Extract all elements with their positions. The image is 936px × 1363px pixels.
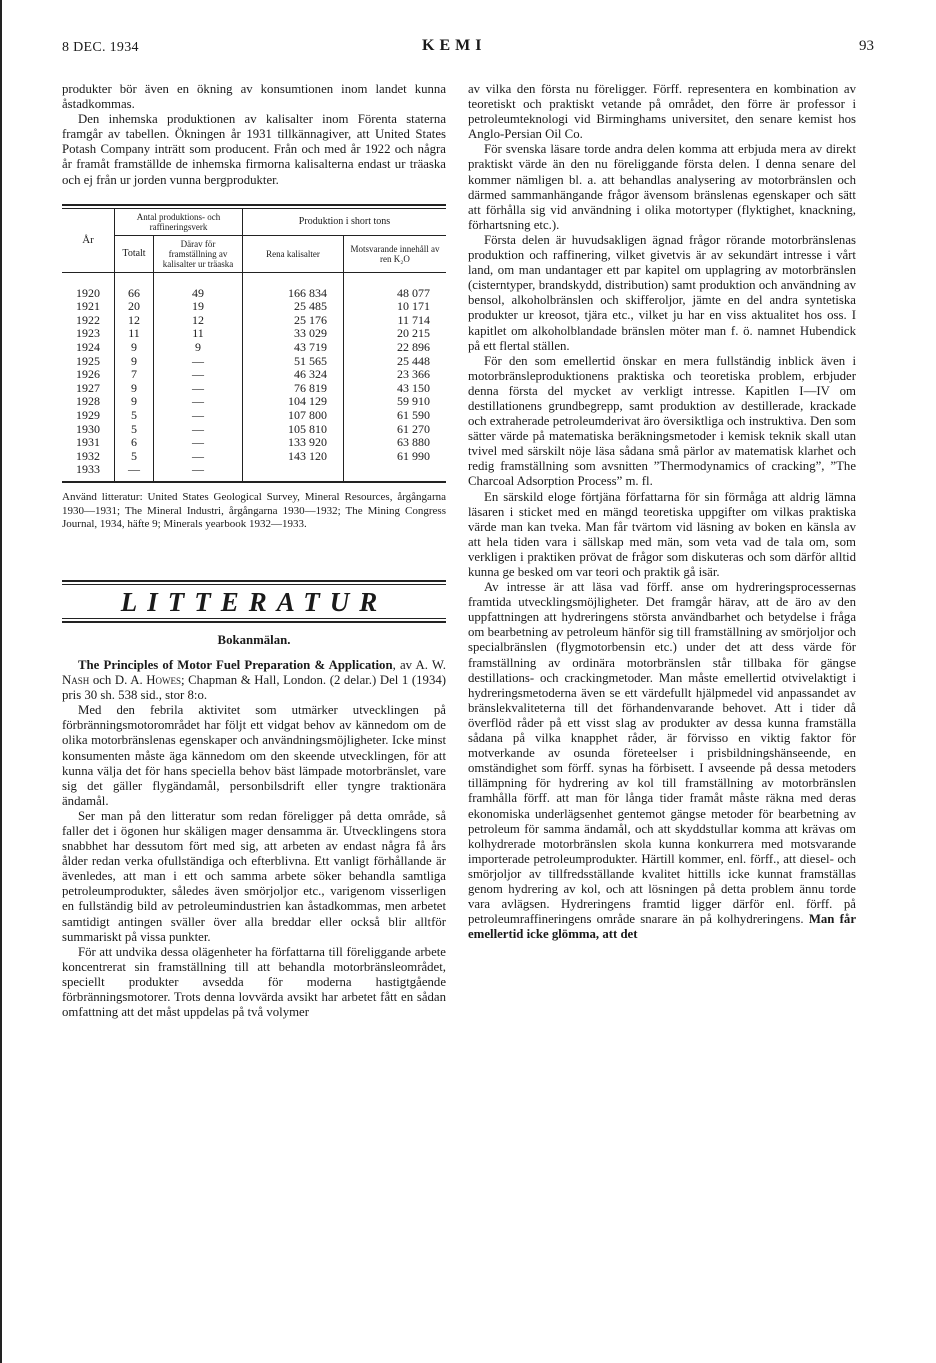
cell-wood: —: [154, 463, 243, 481]
table-row: [62, 395, 446, 409]
cell-year: 1930: [76, 421, 100, 436]
table-row: [62, 423, 446, 437]
cell-wood: —: [154, 409, 243, 423]
cell-pure: 43 719: [243, 341, 344, 355]
cell-k2o: [344, 463, 447, 481]
paragraph: Den inhemska produktionen av kalisalter inom Förenta staterna framgår av tabellen. Ökningen år 1931 tillkännagiver, att United States Potash Company inträtt som producent. Från och med år 1922 och några år framåt framställde de inhemska firmorna kalisalterna endast ur träaska och ej från ur jorden vunna bergprodukter.: [62, 112, 446, 187]
cell-total: 12: [115, 314, 154, 328]
cell-pure: 76 819: [243, 382, 344, 396]
paragraph: produkter bör även en ökning av konsumtionen inom landet kunna åstadkommas.: [62, 82, 446, 112]
cell-total: 9: [115, 382, 154, 396]
cell-total: 9: [115, 355, 154, 369]
cell-year: 1932: [76, 448, 100, 463]
cell-year: 1931: [76, 435, 100, 450]
citation-details: ; Chapman & Hall, London. (2 delar.) Del 1 (1934) pris 30 sh. 538 sid., stor 8:o.: [62, 673, 446, 703]
table-row: [62, 436, 446, 450]
right-column: [468, 82, 856, 942]
cell-wood: 19: [154, 300, 243, 314]
paragraph-text: Av intresse är att läsa vad förff. anse om hydreringsprocessernas framtida utvecklingsmöjligheter. Det framgår härav, att de äro av den uppfattningen att hydreringens största användbarhet och betydelse i fråga om bearbetning av petroleum hänför sig till framställning av smörjoljor och specialbränslen (flygmotorbensin etc.) under det att dess värde för framställning av ordinära motorbränslen står tillbaka för gängse destillations- och crackingmetoder. Man måste emellertid otvivelaktigt i hydreringsmetoderna även se ett värdefullt hjälpmedel vid anpassandet av bränslekvaliteterna till det förhandenvarande behovet. Att i tider då överflöd råder på ett visst slag av produkter av dessa kunna framställa sådana på vilka knapphet råder, är förvisso en viktig faktor för motverkande av osunda företeelser i prisbildningshänseende, en omständighet som förff. synas ha förbisett. I avseende på dessa metoders tillämpning för hydrering av kol till framställning av motorbränslen framhålla förff. att man för långa tider framåt måste räkna med deras ekonomiska underlägsenhet gentemot gängse metoder för bearbetning av petroleum för samma ändamål, och att skyddstullar komma att krävas om kolhydrerade motorbränslen skola kunna konkurrera med motsvarande importerade petroleumprodukter. Härtill kommer, enl. förff., att diesel- och smörjoljor av tillfredsställande kvalitet hittills icke kunnat framställas genom hydrering av kol, och att lösningen på detta problem ännu torde vara avlägsen. Hydreringens framtid ligger därför enl. förff. på petroleumraffineringens område snarare än på kolhydreringens.: [468, 580, 856, 927]
cell-wood: 12: [154, 314, 243, 328]
cell-year: 1928: [76, 394, 100, 409]
citation-by: , av A. W.: [392, 657, 447, 672]
author-name: Howes: [146, 673, 181, 688]
book-title: The Principles of Motor Fuel Preparation & Application: [78, 657, 393, 672]
cell-total: 5: [115, 409, 154, 423]
cell-wood: —: [154, 368, 243, 382]
subsection-title: Bokanmälan.: [217, 632, 291, 647]
cell-year: 1923: [76, 326, 100, 341]
col-total-header: Totalt: [115, 235, 154, 272]
cell-k2o: 22 896: [344, 341, 447, 355]
cell-k2o: 61 990: [344, 450, 447, 464]
cell-year: 1925: [76, 353, 100, 368]
cell-total: 20: [115, 300, 154, 314]
paragraph: För den som emellertid önskar en mera fullständig inblick även i motorbränsleproduktionens praktiska och teoretiska problem, erbjuder denna första del mycket av verkligt intresse. Kapitlen I—IV om destillationens grundbegrepp, samt produktion av destillerade, krackade och extraherade petroleumderivat äro översiktliga och instruktiva. Den som sätter värde på matematiska beräkningsmetoder i kemisk teknik skall utan tvivel med särskilt nöje läsa sådana små pärlor av matematisk klarhet och redig framställning som avsnitten ”Thermodynamics of cracking”, ”The Charcoal Adsorption Process” m. fl.: [468, 353, 856, 489]
paragraph: Första delen är huvudsakligen ägnad frågor rörande motorbränslenas produktion och raffinering, vilket givetvis är av sekundärt intresse i vårt land, om man undantager ett par kapitel om upplagring av motorbränslen (cisterntyper, brandskydd, distribution) samt produktion och användning av bensol, alkoholbränslen och skifferoljor, jämte en del andra syntetiska produkter ur kreosot, tjära etc., vilket ju har en viss aktualitet hos oss. I kapitlet om alkoholblandade bränslen möter man f. ö. namnet Hubendick på ett flertal ställen.: [468, 232, 856, 353]
cell-total: 9: [115, 395, 154, 409]
cell-wood: —: [154, 382, 243, 396]
paragraph: [468, 580, 856, 942]
cell-year: 1929: [76, 408, 100, 422]
col-pure-header: Rena kalisalter: [243, 235, 344, 272]
cell-wood: —: [154, 355, 243, 369]
cell-pure: 46 324: [243, 368, 344, 382]
cell-wood: —: [154, 395, 243, 409]
table-row: [62, 463, 446, 481]
cell-pure: 51 565: [243, 355, 344, 369]
literature-note: Använd litteratur: United States Geological Survey, Mineral Resources, årgångarna 1930—1931; The Mineral Industri, årgångarna 1930—1932; The Mining Congress Journal, 1934, häfte 9; Minerals yearbook 1932—1933.: [62, 490, 446, 531]
citation-and: och D. A.: [92, 673, 143, 688]
table-row: [62, 382, 446, 396]
table-row: [62, 314, 446, 328]
page-edge: [0, 0, 2, 1363]
cell-pure: [243, 463, 344, 481]
paragraph: av vilka den första nu föreligger. Förff. representera en kombination av teoretiskt och praktiskt vetande på området, den förre är professor i petroleumteknologi vid Birminghams universitet, den senare kemist hos Anglo-Persian Oil Co.: [468, 82, 856, 142]
cell-k2o: 63 880: [344, 436, 447, 450]
cell-pure: 133 920: [243, 436, 344, 450]
page-number: 93: [859, 38, 874, 54]
cell-year: 1927: [76, 380, 100, 395]
section-header: [62, 580, 446, 623]
cell-year: 1920: [76, 285, 100, 300]
cell-pure: 166 834: [243, 272, 344, 300]
paragraph-bold-tail: Man får emellertid icke glömma, att det: [468, 912, 857, 942]
cell-wood: 9: [154, 341, 243, 355]
cell-k2o: 10 171: [344, 300, 447, 314]
cell-total: —: [115, 463, 154, 481]
author-name: Nash: [62, 673, 90, 688]
cell-total: 5: [115, 450, 154, 464]
table-row: [62, 355, 446, 369]
cell-pure: 143 120: [243, 450, 344, 464]
cell-wood: —: [154, 450, 243, 464]
col-k2o-header: Motsvarande innehåll av ren K₂O: [344, 235, 447, 272]
cell-k2o: 43 150: [344, 382, 447, 396]
cell-k2o: 48 077: [344, 272, 447, 300]
cell-k2o: 61 590: [344, 409, 447, 423]
cell-k2o: 20 215: [344, 327, 447, 341]
cell-k2o: 23 366: [344, 368, 447, 382]
cell-year: 1933: [76, 462, 100, 477]
table-row: [62, 409, 446, 423]
page-header: [62, 37, 874, 62]
cell-wood: 49: [154, 272, 243, 300]
cell-pure: 107 800: [243, 409, 344, 423]
paragraph: Ser man på den litteratur som redan föreligger på detta område, så faller det i ögonen hur skäligen mager densamma är. Utvecklingens stora snabbhet har dessutom fört med sig, att arbeten av endast några få års ålder redan verka ofullständiga och efterblivna. Ett vanligt förhållande är ävenledes, att man i ett och samma arbete söker behandla samtliga petroleumprodukter, således även smörjoljor etc., varigenom visserligen en fullständig bild av petroleumindustrien kan åstadkommas, men arbetet samtidigt antingen sväller över alla breddar eller också blir alltför summariskt på vissa punkter.: [62, 808, 446, 944]
cell-total: 9: [115, 341, 154, 355]
paragraph: För svenska läsare torde andra delen komma att erbjuda mera av direkt praktiskt värde än den nu föreliggande första delen. I denna senare del kommer nämligen bl. a. att behandlas analysering av motorbränslen och därmed sammanhängande frågor ävensom bränslenas egenskaper och sätt att förhålla sig vid användning i olika motortyper (flyktighet, knackning, förhartsning etc.).: [468, 142, 856, 232]
cell-wood: —: [154, 436, 243, 450]
journal-title: KEMI: [422, 37, 487, 54]
paragraph: För att undvika dessa olägenheter ha författarna till föreliggande arbete koncentrerat sin framställning till att behandla motorbränsleområdet, speciellt produkter avsedda för moderna hastigtgående förbränningsmotorer. Trots denna lovvärda avsikt har arbetet fått en sådan omfattning att det måst uppdelas på två volymer: [62, 944, 446, 1020]
table-row: [62, 450, 446, 464]
table-row: [62, 341, 446, 355]
table-row: [62, 368, 446, 382]
table-row: [62, 272, 446, 300]
table-row: [62, 300, 446, 314]
divider: [62, 618, 446, 623]
cell-year: 1921: [76, 299, 100, 314]
cell-total: 7: [115, 368, 154, 382]
cell-wood: 11: [154, 327, 243, 341]
cell-pure: 104 129: [243, 395, 344, 409]
book-citation: [62, 658, 446, 703]
cell-year: 1926: [76, 367, 100, 382]
cell-k2o: 11 714: [344, 314, 447, 328]
section-title: LITTERATUR: [120, 586, 388, 617]
cell-k2o: 59 910: [344, 395, 447, 409]
left-column: [62, 82, 446, 1020]
col-wood-header: Därav för framställning av kalisalter ur träaska: [154, 235, 243, 272]
cell-total: 11: [115, 327, 154, 341]
group-production-header: Produktion i short tons: [243, 209, 447, 236]
col-year-header: År: [62, 209, 115, 273]
cell-total: 66: [115, 272, 154, 300]
cell-total: 6: [115, 436, 154, 450]
issue-date: 8 DEC. 1934: [62, 40, 139, 55]
cell-pure: 105 810: [243, 423, 344, 437]
cell-k2o: 61 270: [344, 423, 447, 437]
divider: [62, 580, 446, 585]
cell-pure: 25 485: [243, 300, 344, 314]
group-plants-header: Antal produktions- och raffineringsverk: [115, 209, 243, 236]
cell-year: 1924: [76, 340, 100, 355]
table-row: [62, 327, 446, 341]
potash-table: [62, 204, 446, 483]
paragraph: En särskild eloge förtjäna författarna för sin förmåga att aldrig lämna läsaren i sticket med en mängd teoretiska uppgifter om vilkas praktiska värde man kan tveka. Man får tvärtom vid läsning av boken en känsla av att hela tiden vara i sällskap med män, som veta vad de tala om, som verkligen i praktiken prövat de frågor som diskuteras och som därför alltid kunna ge besked om var teori och praktik gå isär.: [468, 489, 856, 579]
paragraph: Med den febrila aktivitet som utmärker utvecklingen på förbränningsmotorområdet har följt ett vidgat behov av kännedom om de olika motorbränslenas egenskaper och användningsmöjligheter. Icke minst konsumenten måste äga kännedom om den skeende utvecklingen, för att kunna välja det för hans speciella behov bäst lämpade motorbränslet, vare sig det gäller flygändamål, personbilsdrift eller tyngre traktionära ändamål.: [62, 703, 446, 808]
cell-pure: 25 176: [243, 314, 344, 328]
cell-pure: 33 029: [243, 327, 344, 341]
cell-k2o: 25 448: [344, 355, 447, 369]
cell-total: 5: [115, 423, 154, 437]
cell-year: 1922: [76, 312, 100, 327]
cell-wood: —: [154, 423, 243, 437]
